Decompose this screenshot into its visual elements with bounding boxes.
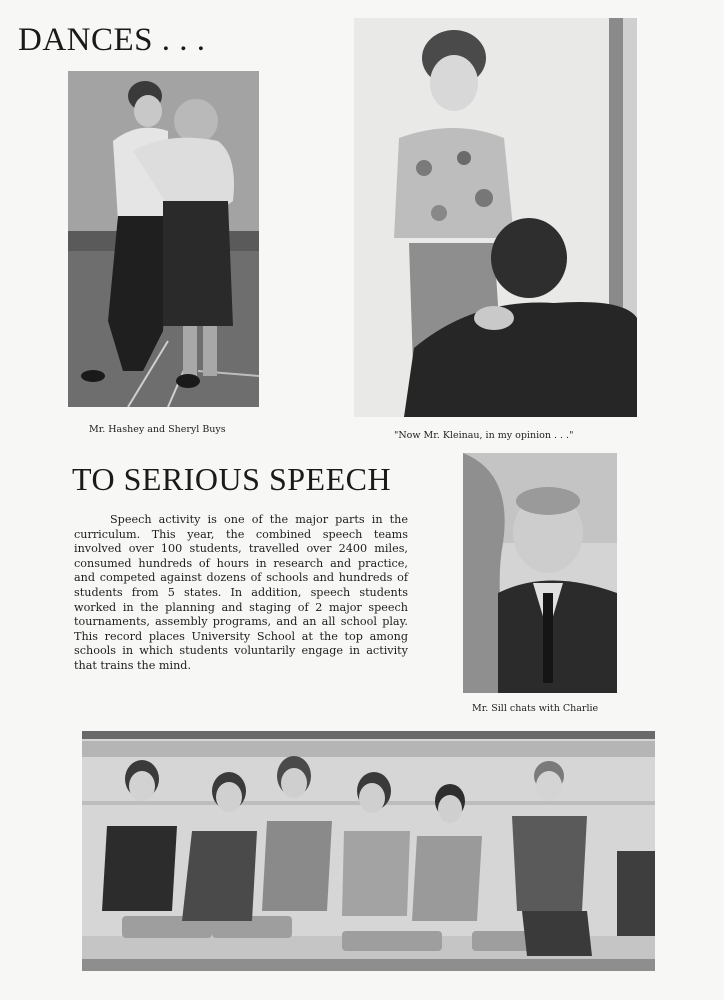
- dances-heading: DANCES . . .: [18, 22, 206, 58]
- kleinau-photo-caption: "Now Mr. Kleinau, in my opinion . . .": [394, 430, 574, 441]
- group-photo: [82, 731, 655, 971]
- dance-photo: [68, 71, 259, 407]
- sill-photo-caption: Mr. Sill chats with Charlie: [472, 703, 599, 714]
- kleinau-photo: [354, 18, 637, 417]
- speech-heading: TO SERIOUS SPEECH: [72, 461, 392, 497]
- sill-photo: [463, 453, 617, 693]
- body-paragraph: Speech activity is one of the major parts in the curriculum. This year, the combined speech teams involved over 100 students, travelled over 2400 miles, consumed hundreds of hours in research and practice, and competed against dozens of schools and hundreds of students from 5 states. In addition, speech students worked in the planning and staging of 2 major speech tournaments, assembly programs, and an all school play. This record places University School at the top among schools in which students voluntarily engage in activity that trains the mind.: [74, 513, 408, 672]
- dance-photo-caption: Mr. Hashey and Sheryl Buys: [89, 424, 226, 435]
